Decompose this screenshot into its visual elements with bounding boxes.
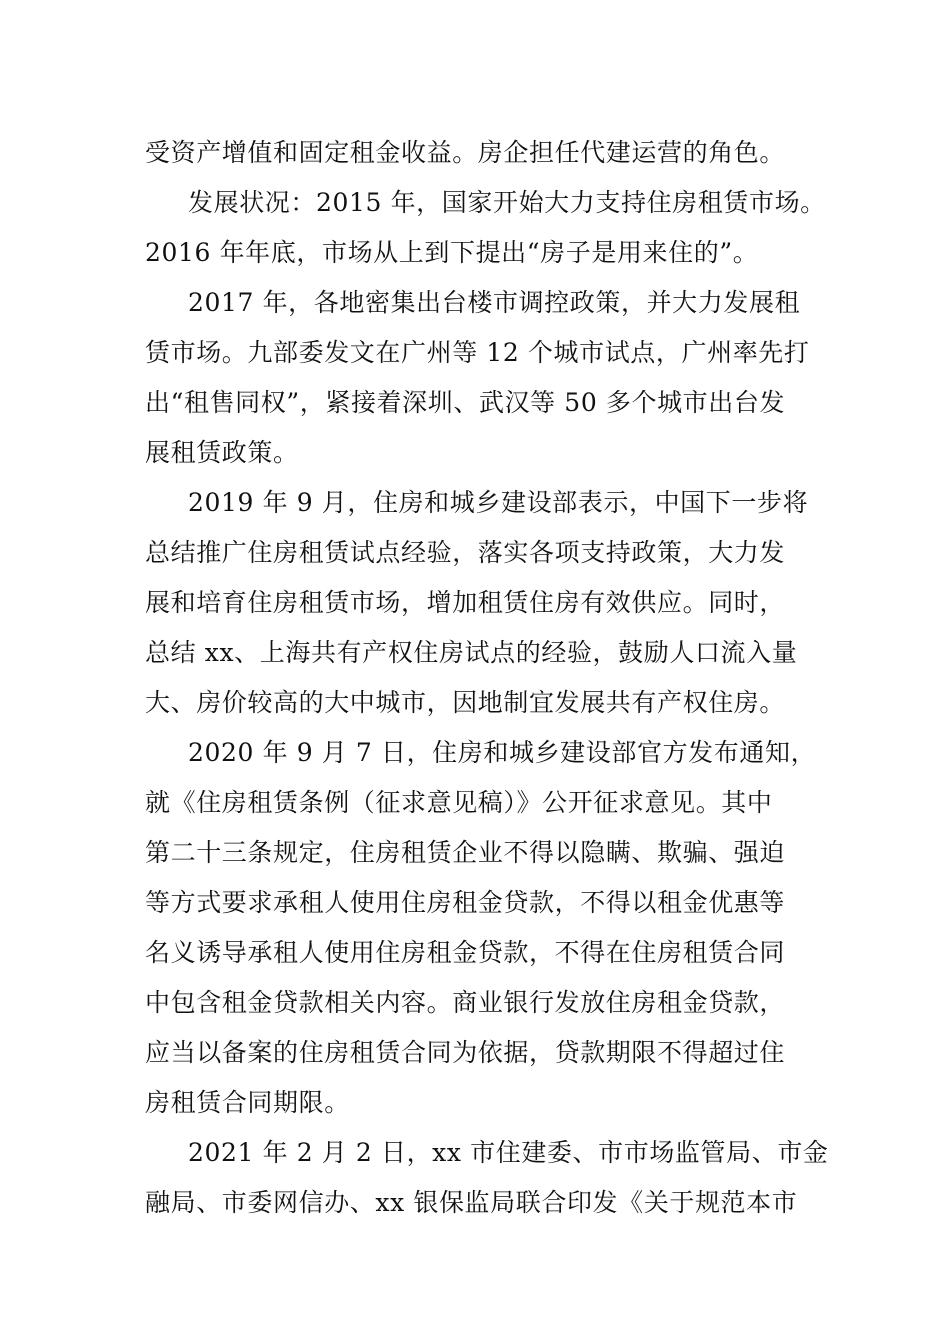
text-line: 第二十三条规定，住房租赁企业不得以隐瞒、欺骗、强迫 bbox=[145, 838, 786, 867]
text-line: 受资产增值和固定租金收益。房企担任代建运营的角色。 bbox=[145, 138, 786, 167]
text-line: 2019 年 9 月，住房和城乡建设部表示，中国下一步将 bbox=[188, 488, 809, 517]
text-line: 房租赁合同期限。 bbox=[145, 1088, 350, 1117]
text-line: 就《住房租赁条例（征求意见稿）》公开征求意见。其中 bbox=[145, 788, 773, 817]
text-line: 2016 年年底，市场从上到下提出“房子是用来住的”。 bbox=[145, 238, 759, 267]
text-line: 等方式要求承租人使用住房租金贷款，不得以租金优惠等 bbox=[145, 888, 786, 917]
text-line: 大、房价较高的大中城市，因地制宜发展共有产权住房。 bbox=[145, 688, 786, 717]
text-line: 发展状况：2015 年，国家开始大力支持住房租赁市场。 bbox=[188, 188, 826, 217]
text-line: 赁市场。九部委发文在广州等 12 个城市试点，广州率先打 bbox=[145, 338, 810, 367]
text-line: 2020 年 9 月 7 日，住房和城乡建设部官方发布通知， bbox=[188, 738, 817, 767]
text-line: 总结推广住房租赁试点经验，落实各项支持政策，大力发 bbox=[145, 538, 786, 567]
text-line: 总结 xx、上海共有产权住房试点的经验，鼓励人口流入量 bbox=[145, 638, 798, 667]
text-line: 2021 年 2 月 2 日，xx 市住建委、市市场监管局、市金 bbox=[188, 1138, 829, 1167]
text-line: 展和培育住房租赁市场，增加租赁住房有效供应。同时， bbox=[145, 588, 786, 617]
text-line: 出“租售同权”，紧接着深圳、武汉等 50 多个城市出台发 bbox=[145, 388, 786, 417]
text-line: 展租赁政策。 bbox=[145, 438, 299, 467]
text-line: 2017 年，各地密集出台楼市调控政策，并大力发展租 bbox=[188, 288, 801, 317]
text-line: 应当以备案的住房租赁合同为依据，贷款期限不得超过住 bbox=[145, 1038, 786, 1067]
text-line: 中包含租金贷款相关内容。商业银行发放住房租金贷款， bbox=[145, 988, 786, 1017]
text-line: 名义诱导承租人使用住房租金贷款，不得在住房租赁合同 bbox=[145, 938, 786, 967]
text-line: 融局、市委网信办、xx 银保监局联合印发《关于规范本市 bbox=[145, 1188, 798, 1217]
